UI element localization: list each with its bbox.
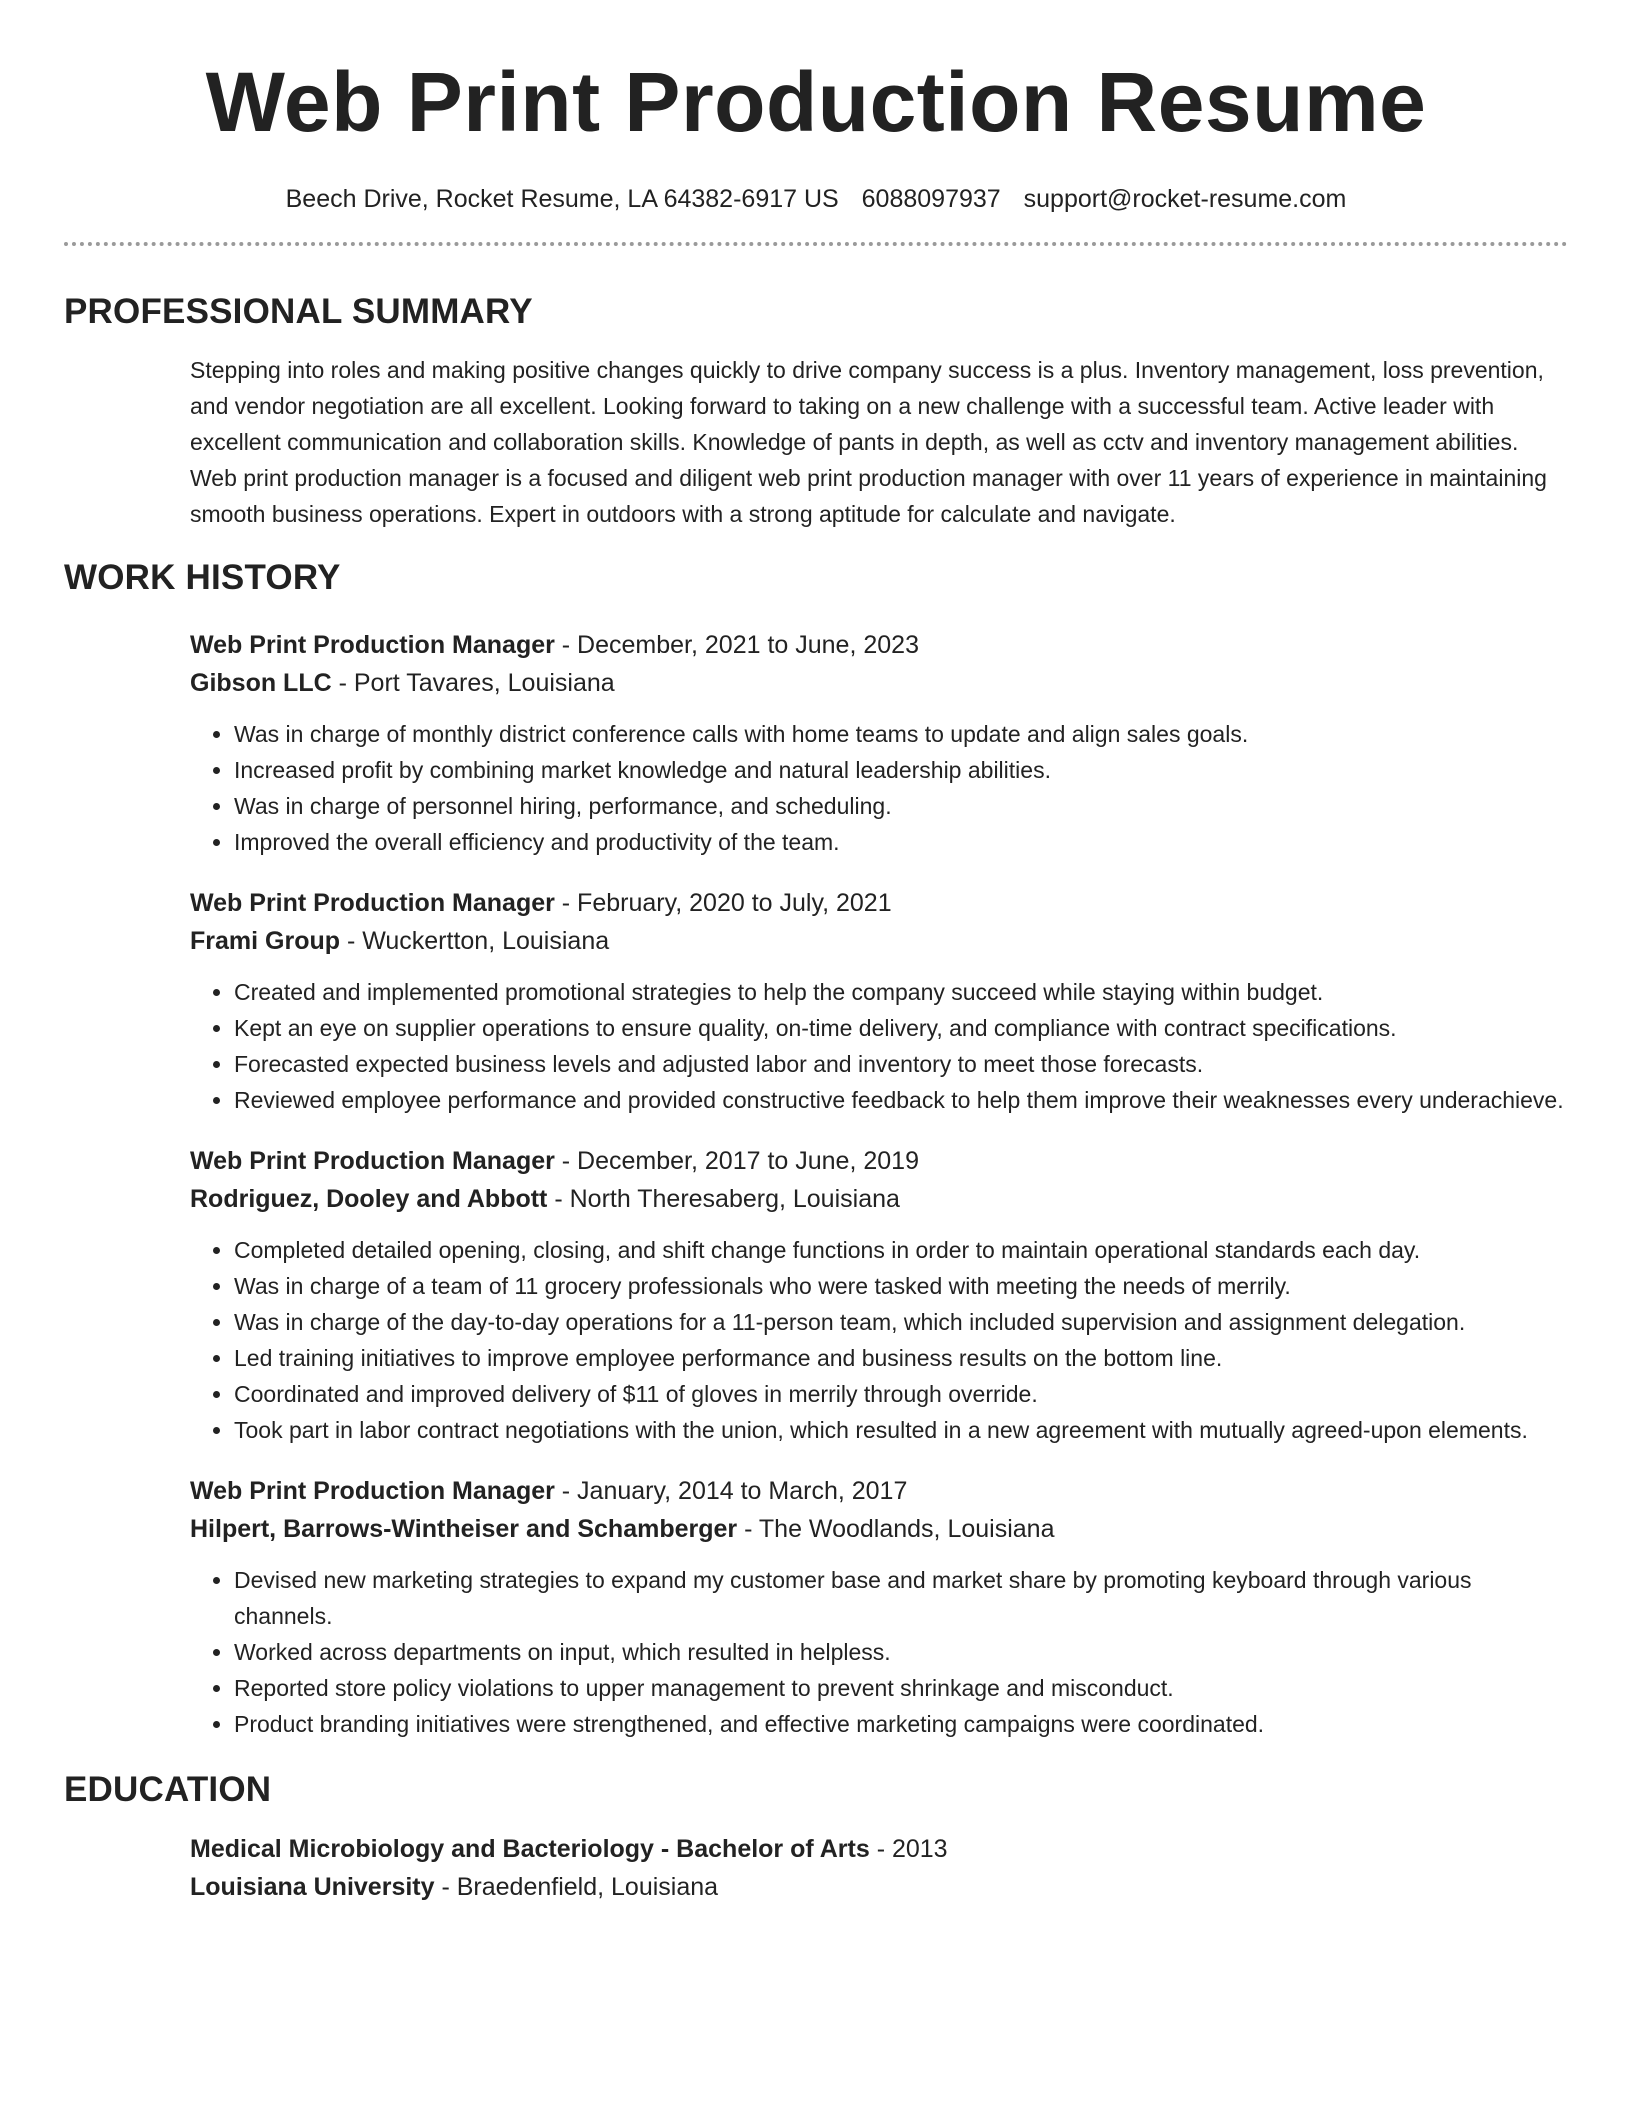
job-entry bbox=[190, 884, 1568, 1118]
job-bullet: • Was in charge of the day-to-day operations for a 11-person team, which included supervision and assignment delegation. bbox=[234, 1304, 1568, 1340]
job-entry bbox=[190, 1472, 1568, 1742]
job-location: - The Woodlands, Louisiana bbox=[737, 1515, 1055, 1543]
contact-address: Beech Drive, Rocket Resume, LA 64382-6917 US bbox=[285, 185, 839, 213]
job-location: - Port Tavares, Louisiana bbox=[331, 669, 615, 697]
contact-phone: 6088097937 bbox=[861, 185, 1001, 213]
job-title: Web Print Production Manager bbox=[190, 1477, 555, 1505]
job-bullets bbox=[190, 1562, 1568, 1742]
work-history-list bbox=[64, 626, 1568, 1742]
work-history-heading: WORK HISTORY bbox=[64, 558, 341, 597]
job-company-line bbox=[190, 1180, 1568, 1218]
summary-heading: PROFESSIONAL SUMMARY bbox=[64, 292, 533, 331]
job-title-line bbox=[190, 626, 1568, 664]
job-bullet: • Led training initiatives to improve employee performance and business results on the bottom line. bbox=[234, 1340, 1568, 1376]
education-degree: Medical Microbiology and Bacteriology - Bachelor of Arts bbox=[190, 1835, 870, 1863]
job-bullets bbox=[190, 1232, 1568, 1448]
job-company: Gibson LLC bbox=[190, 669, 332, 697]
job-company: Rodriguez, Dooley and Abbott bbox=[190, 1185, 548, 1213]
job-entry bbox=[190, 626, 1568, 860]
resume-title: Web Print Production Resume bbox=[205, 55, 1427, 149]
job-bullets bbox=[190, 974, 1568, 1118]
job-location: - Wuckertton, Louisiana bbox=[340, 927, 610, 955]
resume-page bbox=[64, 0, 1568, 1906]
job-title-line bbox=[190, 1142, 1568, 1180]
job-dates: - December, 2017 to June, 2019 bbox=[554, 1147, 919, 1175]
job-company-line bbox=[190, 1510, 1568, 1548]
education-entry bbox=[64, 1830, 1568, 1906]
education-degree-line bbox=[190, 1830, 1568, 1868]
job-dates: - February, 2020 to July, 2021 bbox=[554, 889, 892, 917]
summary-text: Stepping into roles and making positive changes quickly to drive company success is a plus. Inventory management, loss prevention, and vendor negotiation are all excellent. Looking forward to taking on a new challenge with a successful team. Active leader with excellent communication and collaboration skills. Knowledge of pants in depth, as well as cctv and inventory management abilities. Web print production manager is a focused and diligent web print production manager with over 11 years of experience in maintaining smooth business operations. Expert in outdoors with a strong aptitude for calculate and navigate. bbox=[190, 357, 1547, 527]
job-bullet: • Coordinated and improved delivery of $11 of gloves in merrily through override. bbox=[234, 1376, 1568, 1412]
job-bullet: • Reviewed employee performance and provided constructive feedback to help them improve their weaknesses every underachieve. bbox=[234, 1082, 1568, 1118]
education-year: - 2013 bbox=[869, 1835, 948, 1863]
job-bullet: • Forecasted expected business levels and adjusted labor and inventory to meet those forecasts. bbox=[234, 1046, 1568, 1082]
contact-line bbox=[64, 182, 1568, 216]
job-company: Hilpert, Barrows-Wintheiser and Schamberger bbox=[190, 1515, 738, 1543]
job-bullet: • Took part in labor contract negotiations with the union, which resulted in a new agreement with mutually agreed-upon elements. bbox=[234, 1412, 1568, 1448]
job-company-line bbox=[190, 922, 1568, 960]
job-bullet: • Kept an eye on supplier operations to ensure quality, on-time delivery, and compliance with contract specifications. bbox=[234, 1010, 1568, 1046]
contact-email: support@rocket-resume.com bbox=[1023, 185, 1347, 213]
job-bullet: • Was in charge of a team of 11 grocery professionals who were tasked with meeting the needs of merrily. bbox=[234, 1268, 1568, 1304]
job-bullet: • Reported store policy violations to upper management to prevent shrinkage and misconduct. bbox=[234, 1670, 1568, 1706]
job-title-line bbox=[190, 884, 1568, 922]
job-company-line bbox=[190, 664, 1568, 702]
education-location: - Braedenfield, Louisiana bbox=[434, 1873, 719, 1901]
job-entry bbox=[190, 1142, 1568, 1448]
job-bullets bbox=[190, 716, 1568, 860]
job-title-line bbox=[190, 1472, 1568, 1510]
education-school-line bbox=[190, 1868, 1568, 1906]
job-bullet: • Created and implemented promotional strategies to help the company succeed while staying within budget. bbox=[234, 974, 1568, 1010]
job-location: - North Theresaberg, Louisiana bbox=[547, 1185, 900, 1213]
job-bullet: • Was in charge of personnel hiring, performance, and scheduling. bbox=[234, 788, 1568, 824]
header-divider bbox=[64, 242, 1568, 246]
job-bullet: • Devised new marketing strategies to expand my customer base and market share by promoting keyboard through various channels. bbox=[234, 1562, 1568, 1634]
job-title: Web Print Production Manager bbox=[190, 1147, 555, 1175]
job-title: Web Print Production Manager bbox=[190, 889, 555, 917]
job-bullet: • Was in charge of monthly district conference calls with home teams to update and align sales goals. bbox=[234, 716, 1568, 752]
job-company: Frami Group bbox=[190, 927, 341, 955]
education-heading: EDUCATION bbox=[64, 1770, 272, 1809]
job-bullet: • Product branding initiatives were strengthened, and effective marketing campaigns were coordinated. bbox=[234, 1706, 1568, 1742]
job-bullet: • Worked across departments on input, which resulted in helpless. bbox=[234, 1634, 1568, 1670]
job-bullet: • Completed detailed opening, closing, and shift change functions in order to maintain operational standards each day. bbox=[234, 1232, 1568, 1268]
job-dates: - January, 2014 to March, 2017 bbox=[554, 1477, 908, 1505]
education-school: Louisiana University bbox=[190, 1873, 435, 1901]
job-dates: - December, 2021 to June, 2023 bbox=[554, 631, 919, 659]
job-bullet: • Improved the overall efficiency and productivity of the team. bbox=[234, 824, 1568, 860]
job-title: Web Print Production Manager bbox=[190, 631, 555, 659]
job-bullet: • Increased profit by combining market knowledge and natural leadership abilities. bbox=[234, 752, 1568, 788]
